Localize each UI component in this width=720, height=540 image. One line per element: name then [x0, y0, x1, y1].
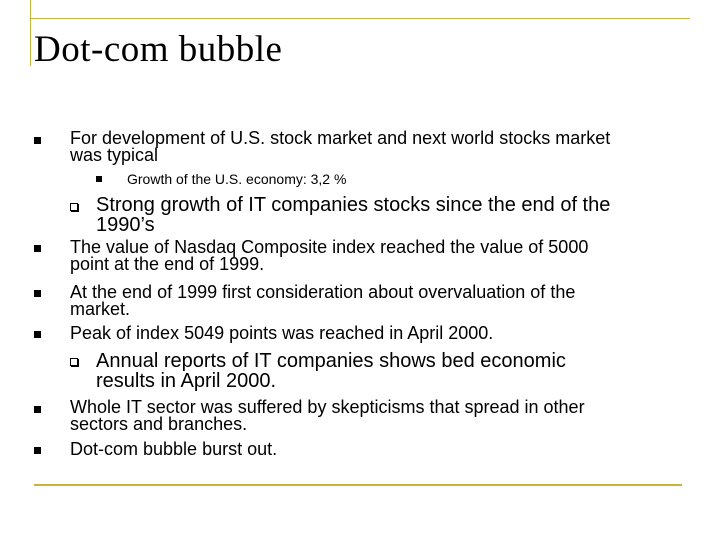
square-bullet-icon: [96, 176, 102, 182]
square-bullet-icon: [34, 137, 41, 144]
bullet-text: Strong growth of IT companies stocks since the end of the: [96, 194, 611, 216]
bullet-text: Dot-com bubble burst out.: [70, 439, 278, 459]
footer-rule: [34, 484, 682, 486]
hollow-square-bullet-icon: [70, 203, 78, 211]
bullet-text: At the end of 1999 first consideration about overvaluation of the: [70, 282, 576, 302]
bullet-text: For development of U.S. stock market and next world stocks market: [70, 128, 611, 148]
bullet-text: sectors and branches.: [70, 414, 248, 434]
square-bullet-icon: [34, 290, 41, 297]
bullet-text: Whole IT sector was suffered by skepticisms that spread in other: [70, 397, 585, 417]
square-bullet-icon: [34, 245, 41, 252]
bullet-text: Peak of index 5049 points was reached in April 2000.: [70, 323, 494, 343]
title-top-rule: [30, 18, 690, 19]
slide-title: Dot-com bubble: [34, 29, 283, 70]
bullet-text: results in April 2000.: [96, 370, 277, 392]
bullet-text: Growth of the U.S. economy: 3,2 %: [127, 171, 347, 187]
bullet-text: market.: [70, 299, 131, 319]
bullet-text: 1990’s: [96, 214, 155, 236]
bullet-text: was typical: [70, 145, 159, 165]
bullet-text: The value of Nasdaq Composite index reached the value of 5000: [70, 237, 589, 257]
square-bullet-icon: [34, 406, 41, 413]
bullet-text: point at the end of 1999.: [70, 254, 265, 274]
bullet-text: Annual reports of IT companies shows bed economic: [96, 350, 566, 372]
square-bullet-icon: [34, 331, 41, 338]
square-bullet-icon: [34, 447, 41, 454]
title-left-rule: [30, 0, 31, 66]
hollow-square-bullet-icon: [70, 358, 78, 366]
